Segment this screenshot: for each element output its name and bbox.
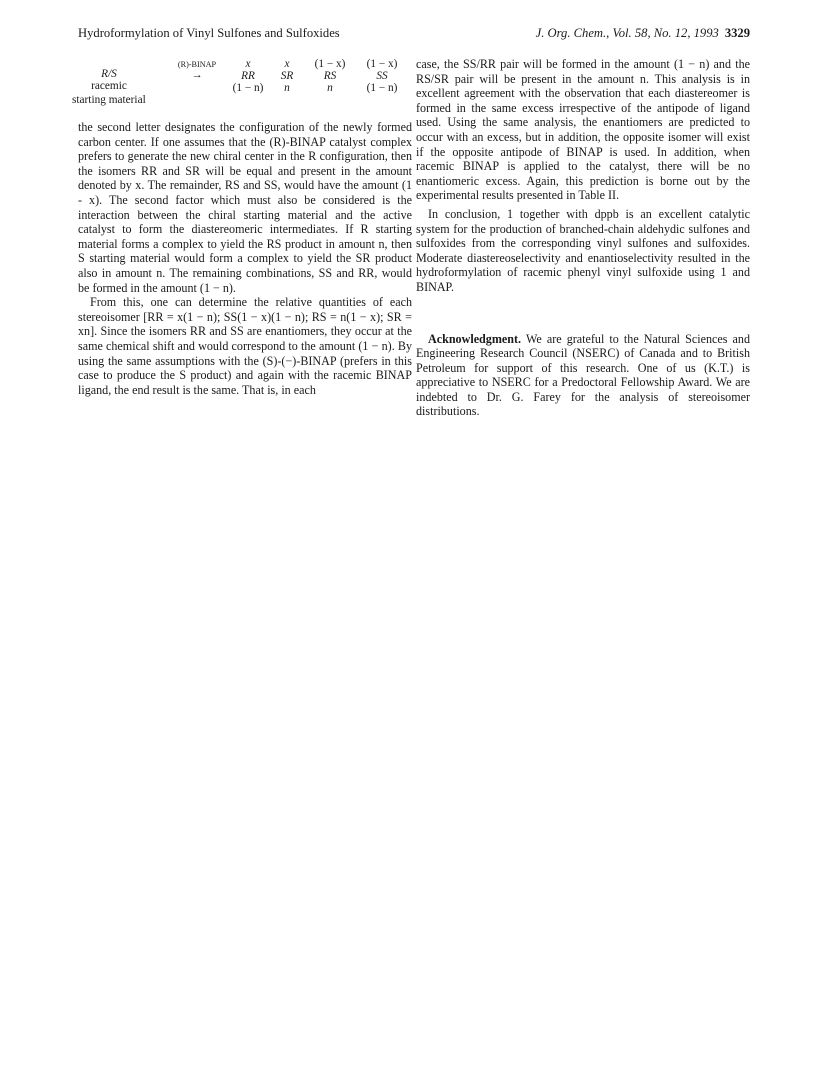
scheme-top-rr: x [245,58,251,70]
left-column [78,120,412,397]
scheme-sr: SR [280,70,294,82]
running-head-journal [412,26,750,41]
scheme-bottom-rr: (1 − n) [232,82,264,94]
scheme-bottom-rs: n [327,82,333,94]
right-paragraph-1: case, the SS/RR pair will be formed in the amount (1 − n) and the RS/SR pair will be present in the amount n. This analysis is in excellent agreement with the observation that each diastereomer is formed in the same excess irrespective of the antipode of ligand used. Using the same analysis, the enantiomers are predicted to occur with an excess, but in addition, the opposite isomer will exist if the opposite antipode of BINAP is used. In addition, when racemic BINAP is applied to the catalyst, there will be no enantiomeric excess. Again, this prediction is borne out by the experimental results presented in Table II. [416,57,750,203]
scheme-top-ss: (1 − x) [366,58,398,70]
scheme-bottom-ss: (1 − n) [366,82,398,94]
stereoisomer-scheme [72,58,414,108]
acknowledgment-text: We are grateful to the Natural Sciences and Engineering Research Council (NSERC) of Canada and to British Petroleum for support of this research. One of us (K.T.) is appreciative to NSERC for a Predoctoral Fellowship Award. We are indebted to Dr. G. Farey for the analysis of stereoisomer distributions. [416,331,751,419]
scheme-start-material: starting material [72,94,146,106]
acknowledgment-heading: Acknowledgment. [428,331,522,346]
journal-citation: J. Org. Chem., Vol. 58, No. 12, 1993 [535,26,719,40]
scheme-arrow: → [191,69,203,81]
left-paragraph-2: From this, one can determine the relative quantities of each stereoisomer [RR = x(1 − n); SS(1 − x)(1 − n); RS = n(1 − x); SR = xn]. Since the isomers RR and SS are enantiomers, they occur at the same chemical shift and would correspond to the amount (1 − n). By using the same assumptions with the (S)-(−)-BINAP (prefers in this case to produce the S product) and again with the racemic BINAP ligand, the end result is the same. That is, in each [78,295,412,397]
scheme-start-rs: R/S [101,68,117,80]
conclusion-paragraph: In conclusion, 1 together with dppb is an excellent catalytic system for the production of branched-chain aldehydic sulfones and sulfoxides from the corresponding vinyl sulfones and sulfoxides. Moderate diastereoselectivity and enantioselectivity resulted in the hydroformylation of racemic phenyl vinyl sulfoxide using 1 and BINAP. [416,206,750,294]
scheme-bottom-sr: n [284,82,290,94]
right-column [416,57,750,419]
scheme-ss: SS [376,70,388,82]
scheme-top-rs: (1 − x) [314,58,346,70]
page-number: 3329 [724,26,750,40]
acknowledgment-paragraph [416,332,750,420]
scheme-catalyst: (R)-BINAP [177,60,217,69]
scheme-start-racemic: racemic [91,80,127,92]
running-head-title: Hydroformylation of Vinyl Sulfones and Sulfoxides [78,26,340,40]
scheme-top-sr: x [284,58,290,70]
scheme-rr: RR [241,70,255,82]
scheme-rs: RS [323,70,337,82]
left-paragraph-1: the second letter designates the configuration of the newly formed carbon center. If one assumes that the (R)-BINAP catalyst complex prefers to generate the new chiral center in the R configuration, then the isomers RR and SR will be equal and present in the amount denoted by x. The remainder, RS and SS, would have the amount (1 - x). The second factor which must also be considered is the interaction between the chiral starting material and the active catalyst to form the diastereomeric intermediates. If R starting material forms a complex to yield the RS product in amount n, then S starting material would form a complex to yield the SR product also in amount n. The remaining combinations, SS and RR, would be formed in the amount (1 − n). [78,120,412,295]
